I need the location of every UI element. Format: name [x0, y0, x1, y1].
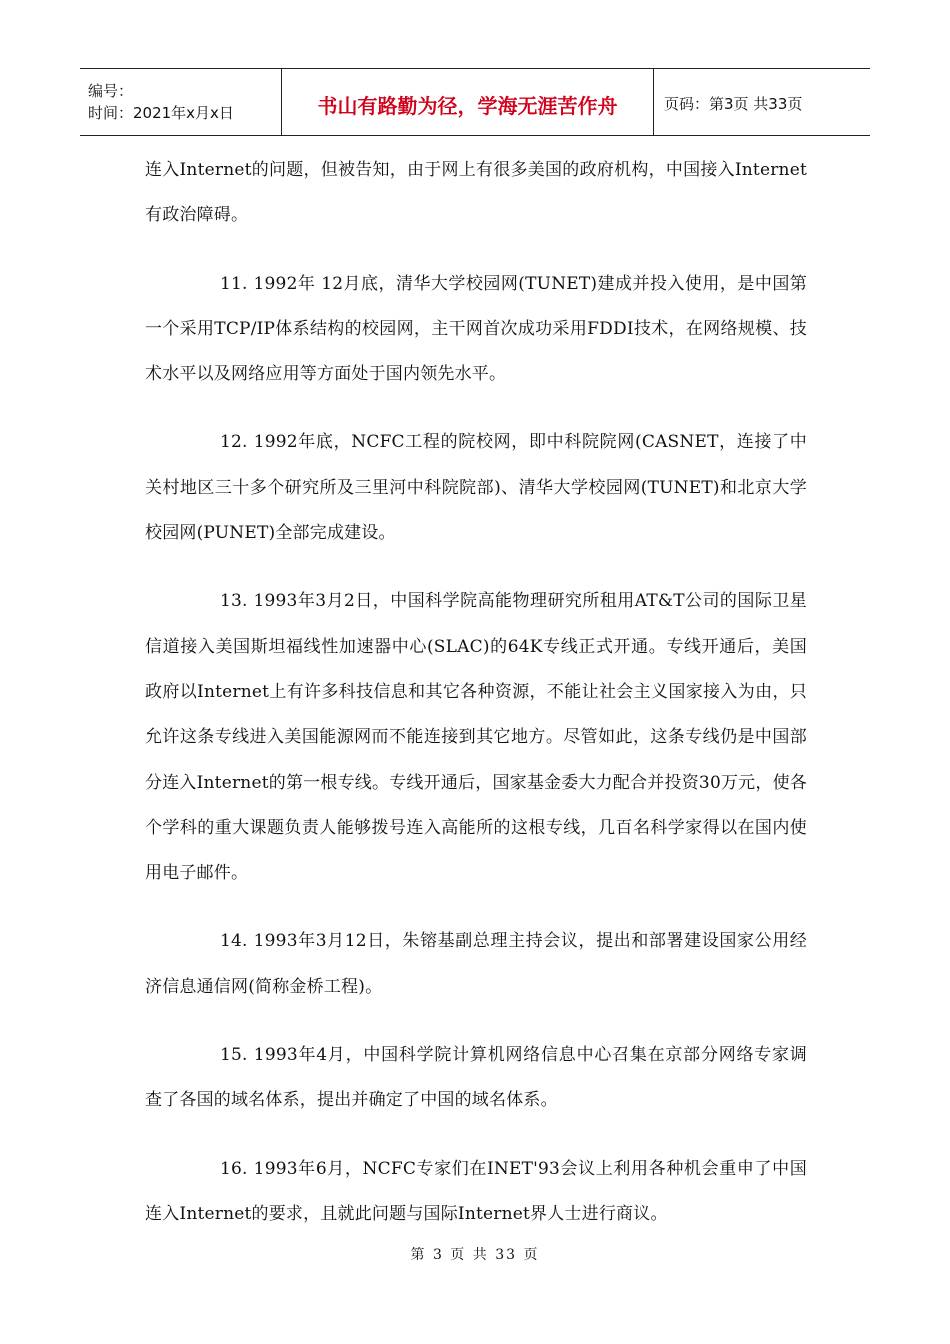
header-motto-cell [282, 69, 654, 135]
page-footer: 第 3 页 共 33 页 [410, 1247, 540, 1263]
paragraph-item-13: 13. 1993年3月2日，中国科学院高能物理研究所租用AT&T公司的国际卫星信道接入美国斯坦福线性加速器中心(SLAC)的64K专线正式开通。专线开通后，美国政府以Internet上有许多科技信息和其它各种资源，不能让社会主义国家接入为由，只允许这条专线进入美国能源网而不能连接到其它地方。尽管如此，这条专线仍是中国部分连入Internet的第一根专线。专线开通后，国家基金委大力配合并投资30万元，使各个学科的重大课题负责人能够拨号连入高能所的这根专线，几百名科学家得以在国内使用电子邮件。 [145, 591, 807, 884]
header-page-code: 页码：第3页 共33页 [664, 94, 803, 113]
paragraph-item-14: 14. 1993年3月12日，朱镕基副总理主持会议，提出和部署建设国家公用经济信息通信网(简称金桥工程)。 [145, 931, 807, 997]
paragraph-item-12: 12. 1992年底，NCFC工程的院校网，即中科院院网(CASNET，连接了中关村地区三十多个研究所及三里河中科院院部)、清华大学校园网(TUNET)和北京大学校园网(PUNET)全部完成建设。 [145, 432, 807, 544]
paragraph-continuation: 连入Internet的问题，但被告知，由于网上有很多美国的政府机构，中国接入Internet有政治障碍。 [145, 160, 807, 226]
paragraph-item-11: 11. 1992年 12月底，清华大学校园网(TUNET)建成并投入使用，是中国第一个采用TCP/IP体系结构的校园网，主干网首次成功采用FDDI技术，在网络规模、技术水平以及网络应用等方面处于国内领先水平。 [145, 273, 807, 385]
page-header [80, 68, 870, 136]
header-meta-cell [80, 69, 282, 135]
header-page-cell [654, 69, 870, 135]
header-motto: 书山有路勤为径，学海无涯苦作舟 [317, 93, 618, 118]
paragraph-item-15: 15. 1993年4月，中国科学院计算机网络信息中心召集在京部分网络专家调查了各国的域名体系，提出并确定了中国的域名体系。 [145, 1045, 807, 1111]
document-number-label: 编号： [88, 82, 134, 100]
document-time-label: 时间：2021年x月x日 [88, 104, 234, 122]
document-body [145, 148, 807, 1260]
paragraph-item-16: 16. 1993年6月，NCFC专家们在INET'93会议上利用各种机会重申了中国连入Internet的要求，且就此问题与国际Internet界人士进行商议。 [145, 1158, 807, 1224]
